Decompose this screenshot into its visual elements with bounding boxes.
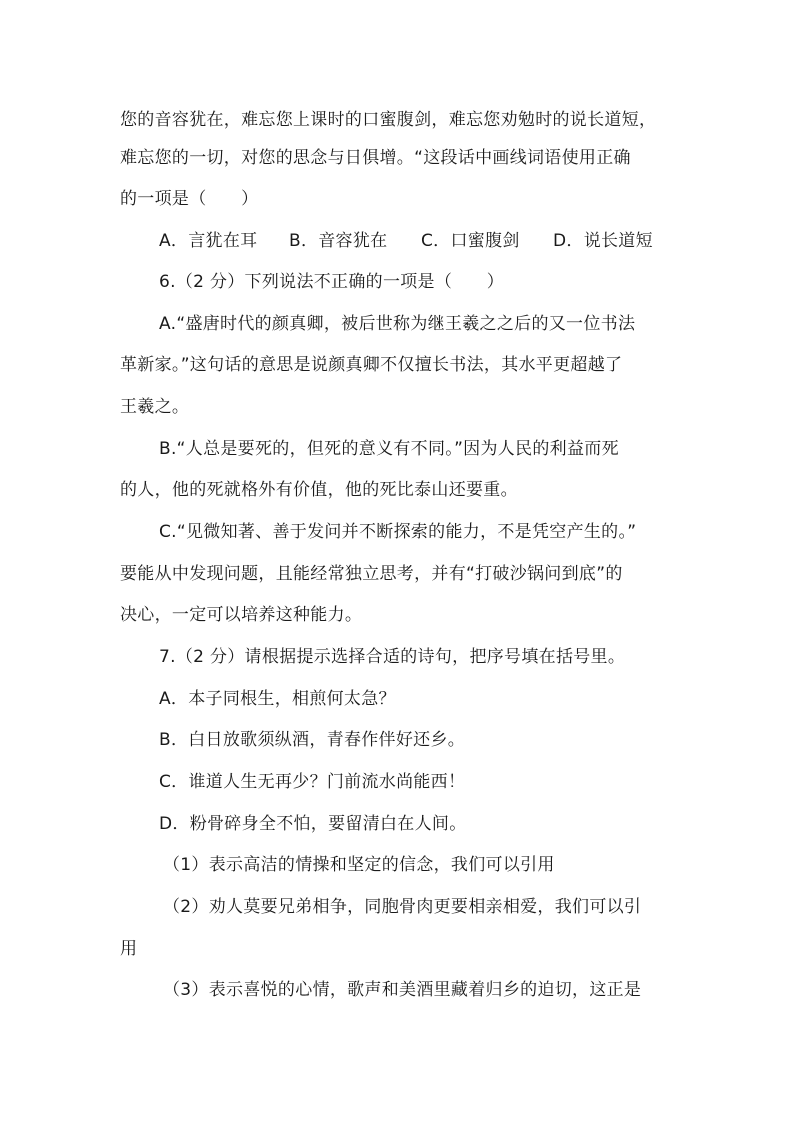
q5-line-3: 的一项是（ ） [120,189,259,209]
q5-options [159,229,653,253]
q7-stem: 7.（2 分）请根据提示选择合适的诗句，把序号填在括号里。 [159,647,626,667]
q7-option-b: B．白日放歌须纵酒，青春作伴好还乡。 [159,730,466,750]
q6-option-b-line-1: B.“人总是要死的，但死的意义有不同。”因为人民的利益而死 [159,439,619,459]
q5-line-2: 难忘您的一切，对您的思念与日俱增。“这段话中画线词语使用正确 [120,148,631,168]
q6-option-c-line-1: C.“见微知著、善于发问并不断探索的能力，不是凭空产生的。” [159,522,637,542]
q5-option-a: A．言犹在耳 [159,231,258,251]
q5-option-c: C．口蜜腹剑 [421,231,520,251]
q6-option-c-line-2: 要能从中发现问题，且能经常独立思考，并有“打破沙锅问到底”的 [120,564,623,584]
q5-option-b: B．音容犹在 [289,231,388,251]
q6-option-b-line-2: 的人，他的死就格外有价值，他的死比泰山还要重。 [120,480,518,500]
q6-option-a-line-1: A.“盛唐时代的颜真卿，被后世称为继王羲之之后的又一位书法 [159,314,636,334]
q7-sub-question-2-line-1: （2）劝人莫要兄弟相争，同胞骨肉更要相亲相爱，我们可以引 [163,897,642,917]
q6-option-a-line-3: 王羲之。 [120,397,190,417]
q7-option-d: D．粉骨碎身全不怕，要留清白在人间。 [159,814,467,834]
q5-option-d: D．说长道短 [553,231,653,251]
q6-stem: 6.（2 分）下列说法不正确的一项是（ ） [159,272,505,292]
q7-sub-question-2-line-2: 用 [120,939,138,959]
q7-option-c: C．谁道人生无再少？门前流水尚能西！ [159,772,466,792]
q6-option-c-line-3: 决心，一定可以培养这种能力。 [120,605,363,625]
q5-line-1: 您的音容犹在，难忘您上课时的口蜜腹剑，难忘您劝勉时的说长道短， [120,110,657,130]
q6-option-a-line-2: 革新家。”这句话的意思是说颜真卿不仅擅长书法，其水平更超越了 [120,355,623,375]
q7-sub-question-1: （1）表示高洁的情操和坚定的信念，我们可以引用 [163,855,555,875]
q7-sub-question-3: （3）表示喜悦的心情，歌声和美酒里藏着归乡的迫切，这正是 [163,980,642,1000]
q7-option-a: A．本子同根生，相煎何太急？ [159,689,396,709]
